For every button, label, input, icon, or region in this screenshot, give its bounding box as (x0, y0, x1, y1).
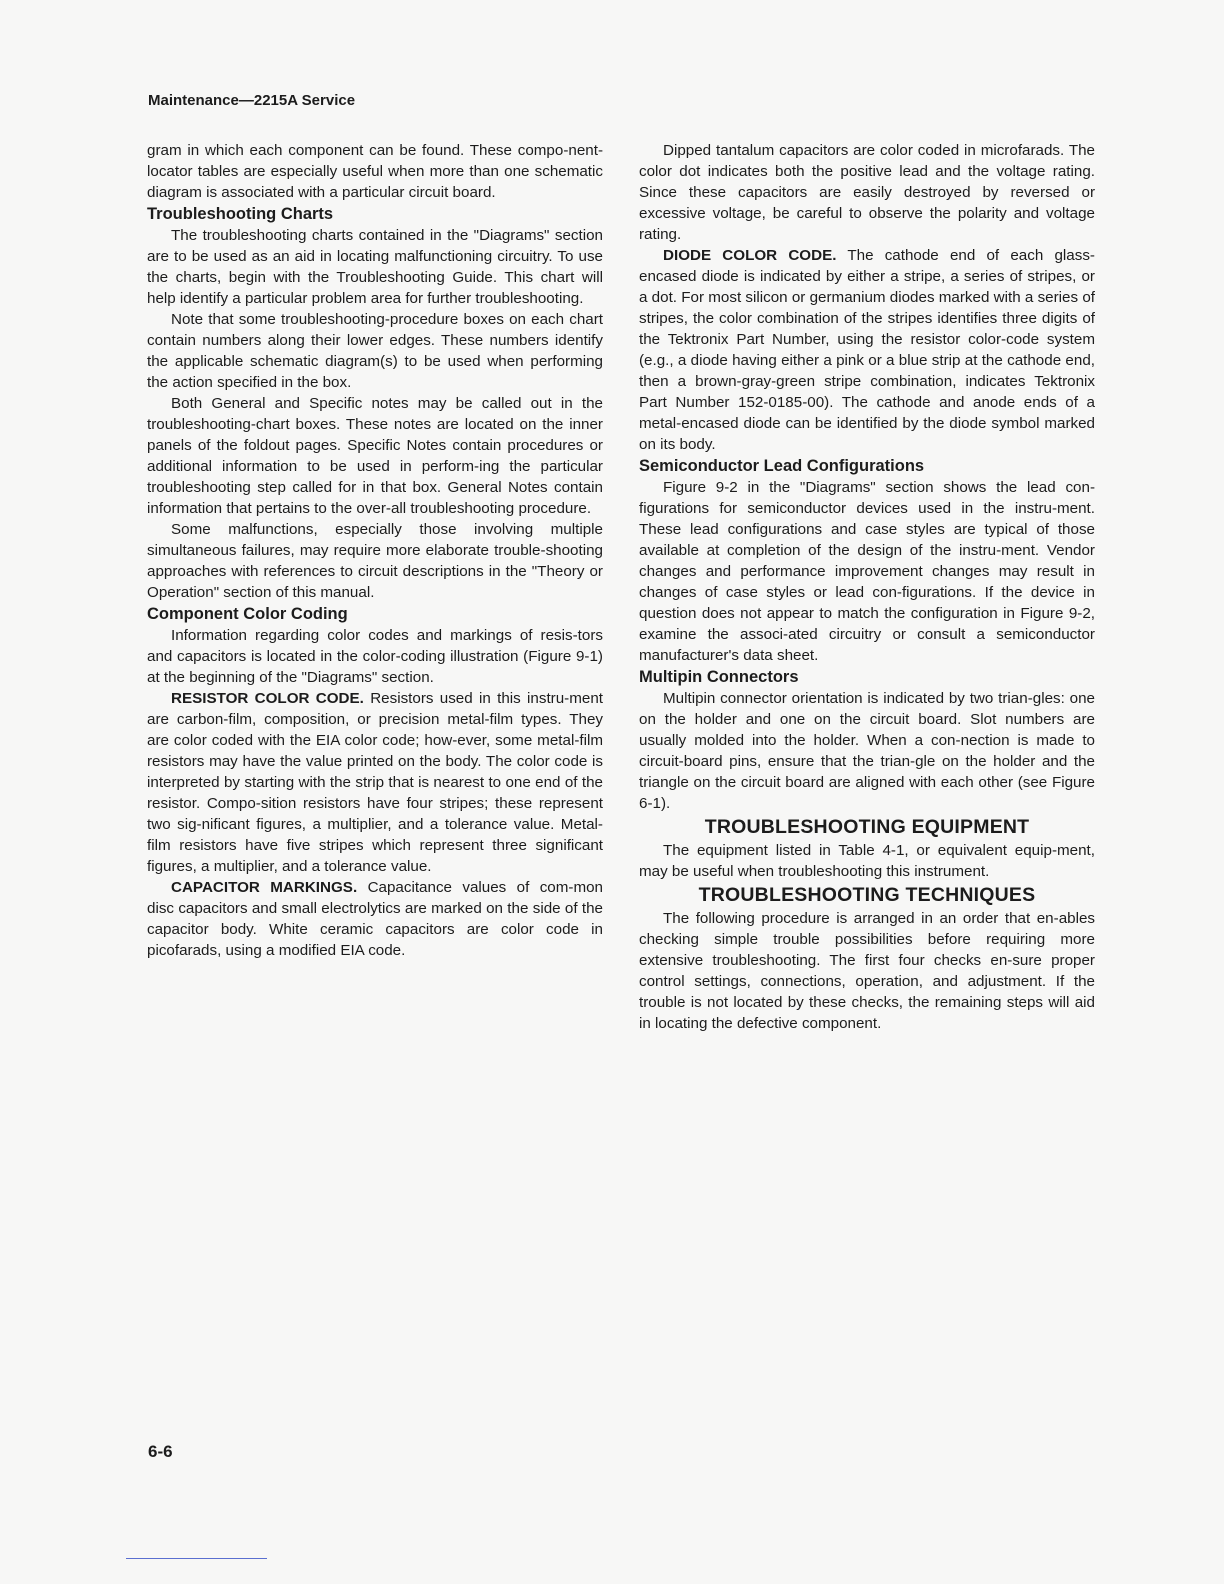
heading-component-color-coding: Component Color Coding (147, 605, 348, 623)
capacitor-markings-paragraph (147, 877, 603, 961)
diode-color-code-runin: DIODE COLOR CODE. (663, 247, 837, 264)
multipin-paragraph: Multipin connector orientation is indicated by two trian-gles: one on the holder and one on the circuit board. Slot numbers are usually molded into the holder. When a con-nection is made to circuit-board pins, ensure that the trian-gle on the holder and the triangle on the circuit board are aligned with each other (see Figure 6-1). (639, 690, 1095, 812)
diode-color-code-paragraph (639, 245, 1095, 455)
continuation-paragraph: gram in which each component can be found. These compo-nent-locator tables are especially useful when more than one schematic diagram is associated with a particular circuit board. (147, 142, 603, 201)
equipment-paragraph: The equipment listed in Table 4-1, or equivalent equip-ment, may be useful when troubleshooting this instrument. (639, 842, 1095, 880)
charts-paragraph-1: The troubleshooting charts contained in the "Diagrams" section are to be used as an aid in locating malfunctioning circuitry. To use the charts, begin with the Troubleshooting Guide. This chart will help identify a particular problem area for further troubleshooting. (147, 227, 603, 307)
capacitor-markings-text: Capacitance values of com-mon disc capacitors and small electrolytics are marked on the side of the capacitor body. White ceramic capacitors are color code in picofarads, using a modified EIA code. (147, 879, 603, 959)
page-number: 6-6 (148, 1442, 173, 1461)
heading-troubleshooting-techniques: TROUBLESHOOTING TECHNIQUES (698, 884, 1036, 906)
charts-paragraph-4: Some malfunctions, especially those involving multiple simultaneous failures, may require more elaborate trouble-shooting approaches with references to circuit descriptions in the "Theory or Operation" section of this manual. (147, 521, 603, 601)
left-column (147, 140, 603, 961)
color-coding-paragraph: Information regarding color codes and markings of resis-tors and capacitors is located in the color-coding illustration (Figure 9-1) at the beginning of the "Diagrams" section. (147, 627, 603, 686)
charts-paragraph-3: Both General and Specific notes may be called out in the troubleshooting-chart boxes. These notes are located on the inner panels of the foldout pages. Specific Notes contain procedures or additional information to be used in perform-ing the particular troubleshooting step called for in that box. General Notes contain information that pertains to the over-all troubleshooting procedure. (147, 395, 603, 517)
techniques-paragraph: The following procedure is arranged in an order that en-ables checking simple trouble possibilities before requiring more extensive troubleshooting. The first four checks en-sure proper control settings, connections, operation, and adjustment. If the trouble is not located by these checks, the remaining steps will aid in locating the defective component. (639, 910, 1095, 1032)
heading-troubleshooting-charts: Troubleshooting Charts (147, 205, 334, 223)
heading-semiconductor-lead-configurations: Semiconductor Lead Configurations (639, 457, 925, 475)
resistor-color-code-runin: RESISTOR COLOR CODE. (171, 690, 364, 707)
capacitor-markings-runin: CAPACITOR MARKINGS. (171, 879, 358, 896)
bottom-rule (126, 1558, 267, 1559)
resistor-color-code-text: Resistors used in this instru-ment are carbon-film, composition, or precision metal-film types. They are color coded with the EIA color code; how-ever, some metal-film resistors may have the value printed on the body. The color code is interpreted by starting with the strip that is nearest to one end of the resistor. Compo-sition resistors have four stripes; these represent two sig-nificant figures, a multiplier, and a tolerance value. Metal-film resistors have five stripes which represent three significant figures, a multiplier, and a tolerance value. (147, 690, 603, 875)
tantalum-paragraph: Dipped tantalum capacitors are color coded in microfarads. The color dot indicates both the positive lead and the voltage rating. Since these capacitors are easily destroyed by reversed or excessive voltage, be careful to observe the polarity and voltage rating. (639, 142, 1095, 243)
charts-paragraph-2: Note that some troubleshooting-procedure boxes on each chart contain numbers along their lower edges. These numbers identify the applicable schematic diagram(s) to be used when performing the action specified in the box. (147, 311, 603, 391)
semiconductor-paragraph: Figure 9-2 in the "Diagrams" section shows the lead con-figurations for semiconductor devices used in the instru-ment. These lead configurations and case styles are typical of those available at completion of the design of the instru-ment. Vendor changes and performance improvement changes may result in changes of case styles or lead con-figurations. If the device in question does not appear to match the configuration in Figure 9-2, examine the associ-ated circuitry or consult a semiconductor manufacturer's data sheet. (639, 479, 1095, 664)
right-column (639, 140, 1095, 1034)
running-header: Maintenance—2215A Service (148, 92, 356, 109)
heading-troubleshooting-equipment: TROUBLESHOOTING EQUIPMENT (704, 816, 1030, 838)
heading-multipin-connectors: Multipin Connectors (639, 668, 799, 686)
resistor-color-code-paragraph (147, 688, 603, 877)
diode-color-code-text: The cathode end of each glass-encased diode is indicated by either a stripe, a series of stripes, or a dot. For most silicon or germanium diodes marked with a series of stripes, the color combination of the stripes identifies three digits of the Tektronix Part Number, using the resistor color-code system (e.g., a diode having either a pink or a blue strip at the cathode end, then a brown-gray-green stripe combination, indicates Tektronix Part Number 152-0185-00). The cathode and anode ends of a metal-encased diode can be identified by the diode symbol marked on its body. (639, 247, 1095, 453)
